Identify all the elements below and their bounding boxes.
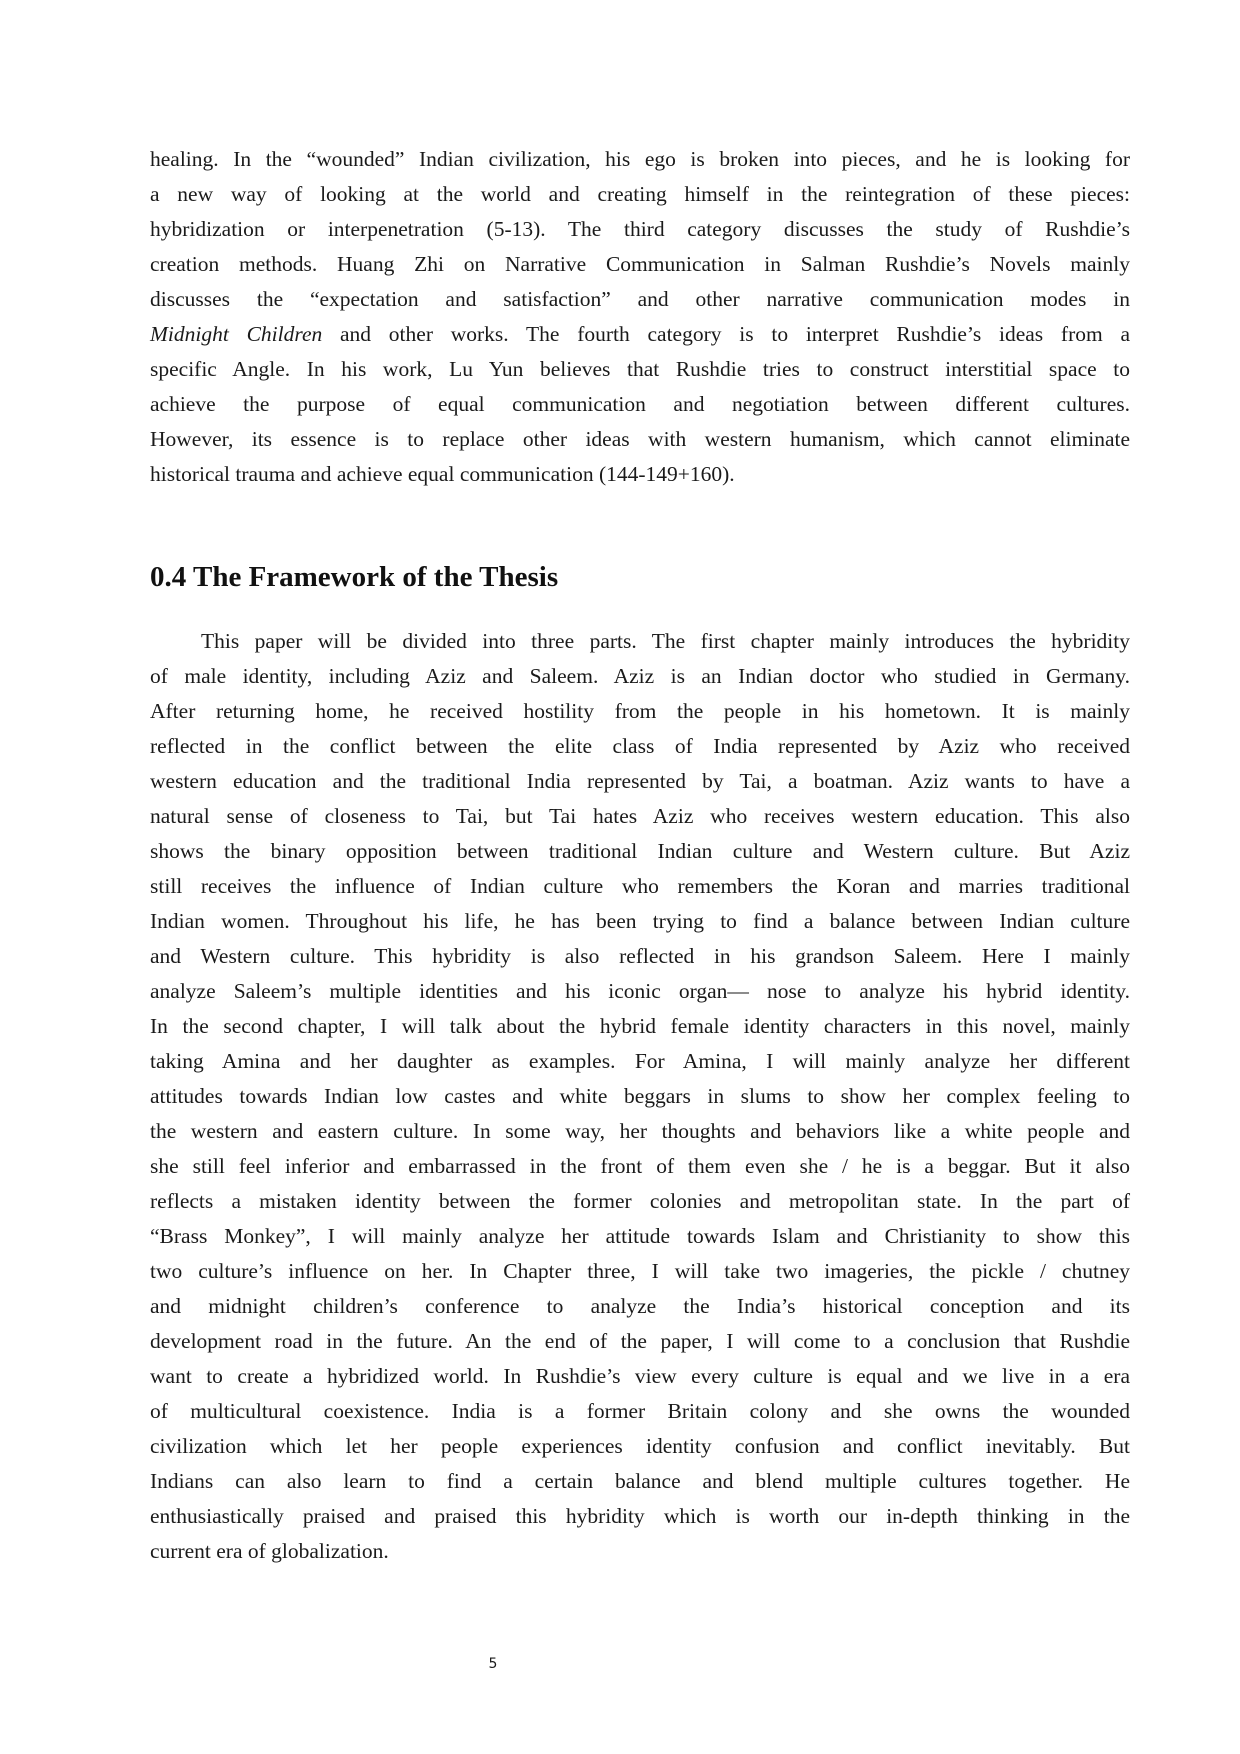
paragraph-framework xyxy=(150,624,1130,1569)
text-line: reflects a mistaken identity between the former colonies and metropolitan state. In the part of xyxy=(150,1189,1130,1213)
text-line: current era of globalization. xyxy=(150,1539,389,1563)
text-line: creation methods. Huang Zhi on Narrative Communication in Salman Rushdie’s Novels mainly xyxy=(150,252,1130,276)
text-line: After returning home, he received hostility from the people in his hometown. It is mainly xyxy=(150,699,1130,723)
text-line: Indian women. Throughout his life, he has been trying to find a balance between Indian culture xyxy=(150,909,1130,933)
text-line: natural sense of closeness to Tai, but Tai hates Aziz who receives western education. This also xyxy=(150,804,1130,828)
text-line: civilization which let her people experiences identity confusion and conflict inevitably. But xyxy=(150,1434,1130,1458)
text-line-rest: and other works. The fourth category is to interpret Rushdie’s ideas from a xyxy=(340,322,1131,346)
text-line: western education and the traditional India represented by Tai, a boatman. Aziz wants to have a xyxy=(150,769,1130,793)
text-line: shows the binary opposition between traditional Indian culture and Western culture. But Aziz xyxy=(150,839,1130,863)
italic-book-title: Midnight Children xyxy=(150,322,323,346)
text-line: In the second chapter, I will talk about the hybrid female identity characters in this novel, mainly xyxy=(150,1014,1130,1038)
paragraph-literature-review xyxy=(150,142,1130,492)
text-line: However, its essence is to replace other ideas with western humanism, which cannot eliminate xyxy=(150,427,1130,451)
text-line: attitudes towards Indian low castes and white beggars in slums to show her complex feeling to xyxy=(150,1084,1130,1108)
text-line: and Western culture. This hybridity is also reflected in his grandson Saleem. Here I mainly xyxy=(150,944,1130,968)
text-line: “Brass Monkey”, I will mainly analyze her attitude towards Islam and Christianity to show this xyxy=(150,1224,1130,1248)
text-line xyxy=(150,317,1130,352)
text-line: still receives the influence of Indian culture who remembers the Koran and marries traditional xyxy=(150,874,1130,898)
text-line: Indians can also learn to find a certain balance and blend multiple cultures together. He xyxy=(150,1469,1130,1493)
text-line: and midnight children’s conference to analyze the India’s historical conception and its xyxy=(150,1294,1130,1318)
text-line: This paper will be divided into three parts. The first chapter mainly introduces the hybridity xyxy=(201,629,1130,653)
text-line: analyze Saleem’s multiple identities and his iconic organ— nose to analyze his hybrid identity. xyxy=(150,979,1130,1003)
text-line: reflected in the conflict between the elite class of India represented by Aziz who received xyxy=(150,734,1130,758)
text-line: a new way of looking at the world and creating himself in the reintegration of these pieces: xyxy=(150,182,1130,206)
text-line: historical trauma and achieve equal communication (144-149+160). xyxy=(150,462,735,486)
text-line: the western and eastern culture. In some way, her thoughts and behaviors like a white people and xyxy=(150,1119,1130,1143)
text-line: achieve the purpose of equal communication and negotiation between different cultures. xyxy=(150,392,1130,416)
text-line: she still feel inferior and embarrassed in the front of them even she / he is a beggar. But it also xyxy=(150,1154,1130,1178)
text-line: development road in the future. An the end of the paper, I will come to a conclusion that Rushdie xyxy=(150,1329,1130,1353)
text-line: taking Amina and her daughter as examples. For Amina, I will mainly analyze her different xyxy=(150,1049,1130,1073)
text-line: want to create a hybridized world. In Rushdie’s view every culture is equal and we live in a era xyxy=(150,1364,1130,1388)
text-line: specific Angle. In his work, Lu Yun believes that Rushdie tries to construct interstitial space to xyxy=(150,357,1130,381)
text-line: enthusiastically praised and praised this hybridity which is worth our in-depth thinking in the xyxy=(150,1504,1130,1528)
text-line: of male identity, including Aziz and Saleem. Aziz is an Indian doctor who studied in Germany. xyxy=(150,664,1130,688)
section-heading: 0.4 The Framework of the Thesis xyxy=(150,561,559,593)
text-line: healing. In the “wounded” Indian civilization, his ego is broken into pieces, and he is looking for xyxy=(150,147,1130,171)
text-line: discusses the “expectation and satisfaction” and other narrative communication modes in xyxy=(150,287,1130,311)
page-number: 5 xyxy=(488,1656,498,1672)
text-line: of multicultural coexistence. India is a former Britain colony and she owns the wounded xyxy=(150,1399,1130,1423)
text-line: two culture’s influence on her. In Chapter three, I will take two imageries, the pickle / chutney xyxy=(150,1259,1130,1283)
text-line: hybridization or interpenetration (5-13). The third category discusses the study of Rushdie’s xyxy=(150,217,1130,241)
